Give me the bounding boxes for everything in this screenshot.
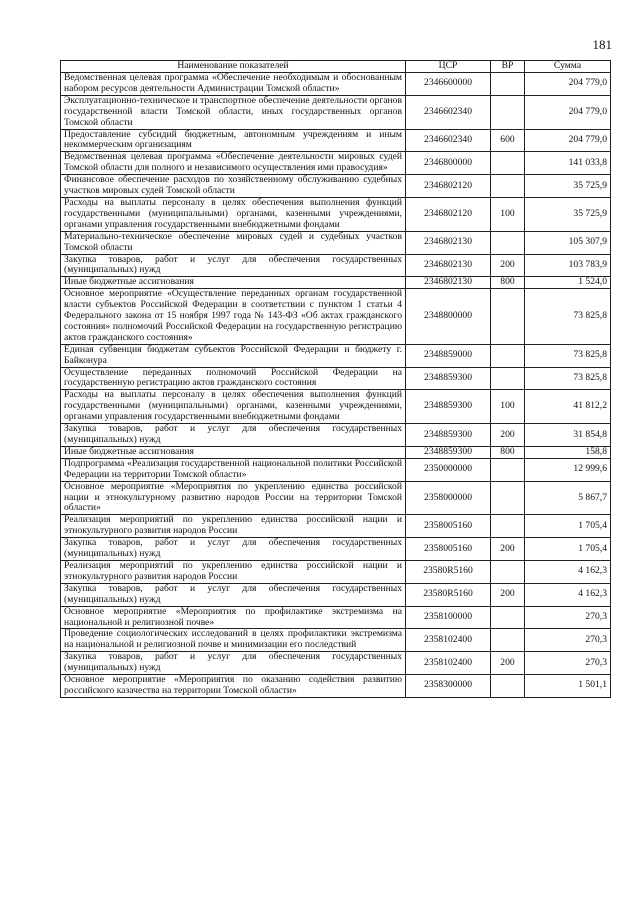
table-row: [61, 515, 611, 538]
row-vr-cell: [491, 73, 525, 96]
row-csr-cell: 2358000000: [406, 481, 491, 515]
table-row: [61, 152, 611, 175]
row-sum-cell: 1 501,1: [525, 675, 611, 698]
table-row: [61, 606, 611, 629]
row-vr-cell: 200: [491, 652, 525, 675]
row-csr-cell: 2348800000: [406, 289, 491, 345]
row-name-cell: Реализация мероприятий по укреплению единства российской нации и этнокультурного развития народов России: [61, 560, 406, 583]
table-row: [61, 458, 611, 481]
row-csr-cell: 2358102400: [406, 629, 491, 652]
row-vr-cell: 200: [491, 254, 525, 277]
row-name-cell: Основное мероприятие «Мероприятия по оказанию содействия развитию российского казачества на территории Томской области»: [61, 675, 406, 698]
row-sum-cell: 35 725,9: [525, 175, 611, 198]
table-row: [61, 424, 611, 447]
row-vr-cell: [491, 231, 525, 254]
row-vr-cell: [491, 95, 525, 129]
row-sum-cell: 105 307,9: [525, 231, 611, 254]
table-row: [61, 175, 611, 198]
row-vr-cell: 600: [491, 129, 525, 152]
row-csr-cell: 2358300000: [406, 675, 491, 698]
table-row: [61, 254, 611, 277]
row-vr-cell: [491, 515, 525, 538]
row-csr-cell: 2346600000: [406, 73, 491, 96]
table-row: [61, 129, 611, 152]
table-header-row: [61, 61, 611, 73]
table-row: [61, 675, 611, 698]
row-name-cell: Осуществление переданных полномочий Российской Федерации на государственную регистрацию актов гражданского состояния: [61, 367, 406, 390]
row-name-cell: Ведомственная целевая программа «Обеспечение деятельности мировых судей Томской области для полного и независимого осуществления ими правосудия»: [61, 152, 406, 175]
row-csr-cell: 2358005160: [406, 515, 491, 538]
table-row: [61, 344, 611, 367]
table-body: [61, 73, 611, 698]
header-name: Наименование показателей: [61, 61, 406, 73]
row-sum-cell: 73 825,8: [525, 344, 611, 367]
row-vr-cell: 100: [491, 197, 525, 231]
row-vr-cell: [491, 152, 525, 175]
table-row: [61, 560, 611, 583]
row-vr-cell: [491, 367, 525, 390]
row-csr-cell: 2348859300: [406, 446, 491, 458]
row-name-cell: Ведомственная целевая программа «Обеспечение необходимым и обоснованным набором ресурсов деятельности Администрации Томской области»: [61, 73, 406, 96]
row-csr-cell: 23580R5160: [406, 583, 491, 606]
row-vr-cell: 200: [491, 538, 525, 561]
row-sum-cell: 270,3: [525, 606, 611, 629]
row-vr-cell: 100: [491, 390, 525, 424]
row-vr-cell: [491, 560, 525, 583]
header-vr: ВР: [491, 61, 525, 73]
row-sum-cell: 204 779,0: [525, 129, 611, 152]
row-name-cell: Основное мероприятие «Осуществление переданных органам государственной власти субъектов Российской Федерации в соответствии с пунктом 1 статьи 4 Федерального закона от 15 ноября 1997 года № 143-ФЗ «Об актах гражданского состояния» полномочий Российской Федерации на государственную регистрацию актов гражданского состояния»: [61, 289, 406, 345]
row-vr-cell: [491, 458, 525, 481]
row-sum-cell: 4 162,3: [525, 560, 611, 583]
row-name-cell: Иные бюджетные ассигнования: [61, 446, 406, 458]
row-sum-cell: 31 854,8: [525, 424, 611, 447]
row-sum-cell: 204 779,0: [525, 95, 611, 129]
row-sum-cell: 73 825,8: [525, 289, 611, 345]
row-name-cell: Закупка товаров, работ и услуг для обеспечения государственных (муниципальных) нужд: [61, 583, 406, 606]
row-name-cell: Проведение социологических исследований в целях профилактики экстремизма на национальной и религиозной почве и минимизации его последствий: [61, 629, 406, 652]
row-name-cell: Закупка товаров, работ и услуг для обеспечения государственных (муниципальных) нужд: [61, 424, 406, 447]
row-vr-cell: 800: [491, 277, 525, 289]
table-row: [61, 367, 611, 390]
table-row: [61, 629, 611, 652]
row-csr-cell: 2346802120: [406, 175, 491, 198]
row-vr-cell: [491, 629, 525, 652]
row-vr-cell: 800: [491, 446, 525, 458]
table-row: [61, 538, 611, 561]
row-name-cell: Предоставление субсидий бюджетным, автономным учреждениям и иным некоммерческим организациям: [61, 129, 406, 152]
row-vr-cell: [491, 606, 525, 629]
row-sum-cell: 5 867,7: [525, 481, 611, 515]
row-name-cell: Расходы на выплаты персоналу в целях обеспечения выполнения функций государственными (муниципальными) органами, казенными учреждениями, органами управления государственными внебюджетными фондами: [61, 390, 406, 424]
row-csr-cell: 2348859300: [406, 367, 491, 390]
table-row: [61, 390, 611, 424]
row-name-cell: Расходы на выплаты персоналу в целях обеспечения выполнения функций государственными (муниципальными) органами, казенными учреждениями, органами управления государственными внебюджетными фондами: [61, 197, 406, 231]
row-name-cell: Единая субвенция бюджетам субъектов Российской Федерации и бюджету г. Байконура: [61, 344, 406, 367]
table-row: [61, 446, 611, 458]
row-vr-cell: [491, 344, 525, 367]
table-row: [61, 95, 611, 129]
row-csr-cell: 2346800000: [406, 152, 491, 175]
header-csr: ЦСР: [406, 61, 491, 73]
row-name-cell: Закупка товаров, работ и услуг для обеспечения государственных (муниципальных) нужд: [61, 652, 406, 675]
row-sum-cell: 1 705,4: [525, 538, 611, 561]
table-row: [61, 231, 611, 254]
row-csr-cell: 2358100000: [406, 606, 491, 629]
row-csr-cell: 2346802130: [406, 277, 491, 289]
row-name-cell: Основное мероприятие «Мероприятия по укреплению единства российской нации и этнокультурному развитию народов России на территории Томской области»: [61, 481, 406, 515]
budget-table: [60, 60, 611, 698]
row-csr-cell: 2350000000: [406, 458, 491, 481]
row-name-cell: Реализация мероприятий по укреплению единства российской нации и этнокультурного развития народов России: [61, 515, 406, 538]
header-sum: Сумма: [525, 61, 611, 73]
table-row: [61, 583, 611, 606]
table-row: [61, 481, 611, 515]
row-sum-cell: 1 524,0: [525, 277, 611, 289]
row-sum-cell: 41 812,2: [525, 390, 611, 424]
row-name-cell: Подпрограмма «Реализация государственной национальной политики Российской Федерации на территории Томской области»: [61, 458, 406, 481]
table-row: [61, 652, 611, 675]
row-name-cell: Закупка товаров, работ и услуг для обеспечения государственных (муниципальных) нужд: [61, 538, 406, 561]
row-vr-cell: [491, 289, 525, 345]
table-row: [61, 277, 611, 289]
row-sum-cell: 270,3: [525, 629, 611, 652]
row-name-cell: Материально-техническое обеспечение мировых судей и судебных участков Томской области: [61, 231, 406, 254]
row-vr-cell: 200: [491, 424, 525, 447]
row-csr-cell: 2346802130: [406, 231, 491, 254]
row-csr-cell: 2348859300: [406, 390, 491, 424]
row-sum-cell: 141 033,8: [525, 152, 611, 175]
row-vr-cell: [491, 175, 525, 198]
row-csr-cell: 2348859300: [406, 424, 491, 447]
row-sum-cell: 1 705,4: [525, 515, 611, 538]
row-csr-cell: 23580R5160: [406, 560, 491, 583]
row-csr-cell: 2358102400: [406, 652, 491, 675]
row-csr-cell: 2346802120: [406, 197, 491, 231]
row-csr-cell: 2348859000: [406, 344, 491, 367]
row-name-cell: Эксплуатационно-техническое и транспортное обеспечение деятельности органов государственной власти Томской области, иных государственных органов Томской области: [61, 95, 406, 129]
row-sum-cell: 270,3: [525, 652, 611, 675]
row-vr-cell: 200: [491, 583, 525, 606]
row-sum-cell: 204 779,0: [525, 73, 611, 96]
row-sum-cell: 35 725,9: [525, 197, 611, 231]
row-csr-cell: 2358005160: [406, 538, 491, 561]
table-row: [61, 289, 611, 345]
row-name-cell: Иные бюджетные ассигнования: [61, 277, 406, 289]
row-vr-cell: [491, 675, 525, 698]
row-sum-cell: 103 783,9: [525, 254, 611, 277]
row-sum-cell: 158,8: [525, 446, 611, 458]
row-name-cell: Основное мероприятие «Мероприятия по профилактике экстремизма на национальной и религиозной почве»: [61, 606, 406, 629]
row-name-cell: Финансовое обеспечение расходов по хозяйственному обслуживанию судебных участков мировых судей Томской области: [61, 175, 406, 198]
table-row: [61, 197, 611, 231]
row-sum-cell: 73 825,8: [525, 367, 611, 390]
row-csr-cell: 2346602340: [406, 95, 491, 129]
row-csr-cell: 2346602340: [406, 129, 491, 152]
page-number: 181: [592, 37, 612, 52]
row-name-cell: Закупка товаров, работ и услуг для обеспечения государственных (муниципальных) нужд: [61, 254, 406, 277]
table-row: [61, 73, 611, 96]
row-vr-cell: [491, 481, 525, 515]
row-sum-cell: 4 162,3: [525, 583, 611, 606]
row-sum-cell: 12 999,6: [525, 458, 611, 481]
row-csr-cell: 2346802130: [406, 254, 491, 277]
